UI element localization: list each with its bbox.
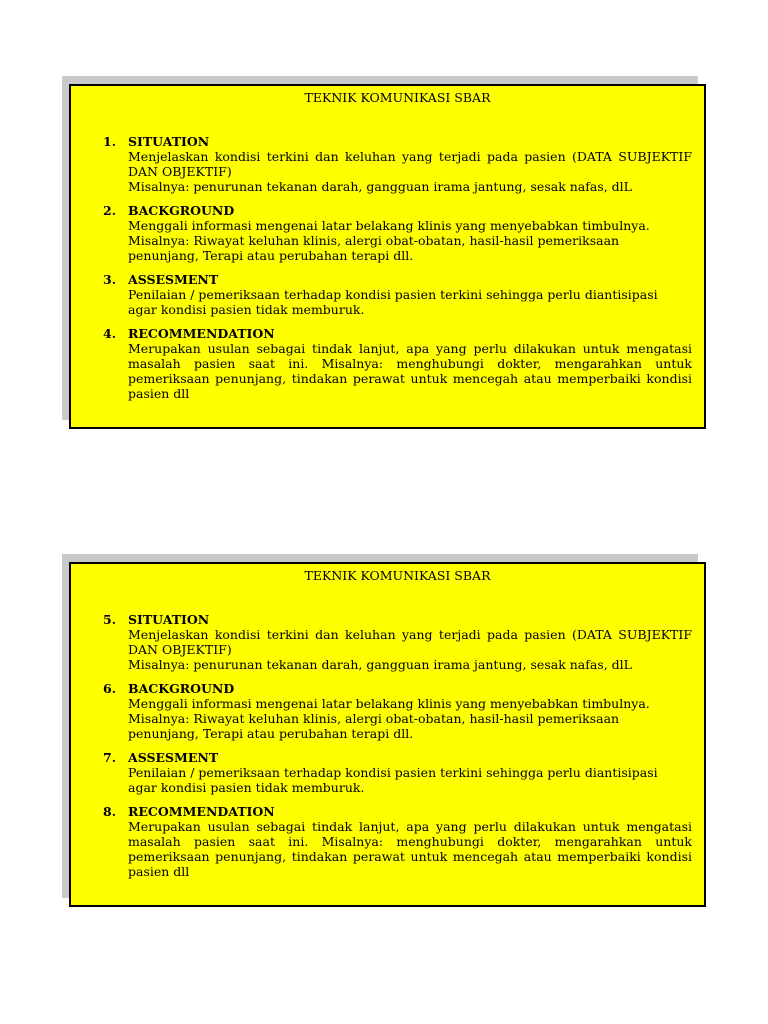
item-number: 3. [103,272,117,287]
item-text: Menjelaskan kondisi terkini dan keluhan yang terjadi pada pasien (DATA SUBJEKTIF DAN OBJEKTIF) [128,149,692,179]
item-heading: ASSESMENT [128,272,219,287]
item-text: Misalnya: Riwayat keluhan klinis, alergi obat-obatan, hasil-hasil pemeriksaan penunjang, Terapi atau perubahan terapi dll. [128,711,620,741]
item-text: Misalnya: penurunan tekanan darah, gangguan irama jantung, sesak nafas, dlL [128,657,632,672]
sbar-item-recommendation [103,326,692,401]
sbar-item-assesment [103,750,692,795]
item-number: 6. [103,681,117,696]
card-title: TEKNIK KOMUNIKASI SBAR [304,568,491,583]
item-heading: RECOMMENDATION [128,326,275,341]
item-heading: BACKGROUND [128,203,235,218]
item-text: Penilaian / pemeriksaan terhadap kondisi pasien terkini sehingga perlu diantisipasi agar kondisi pasien tidak memburuk. [128,287,658,317]
item-heading: BACKGROUND [128,681,235,696]
card-title: TEKNIK KOMUNIKASI SBAR [304,90,491,105]
item-number: 7. [103,750,117,765]
item-number: 4. [103,326,117,341]
item-text: Merupakan usulan sebagai tindak lanjut, apa yang perlu dilakukan untuk mengatasi masalah pasien saat ini. Misalnya: menghubungi dokter, mengarahkan untuk pemeriksaan penunjang, tindakan perawat untuk mencegah atau memperbaiki kondisi pasien dll [128,341,692,401]
sbar-card [69,562,706,907]
sbar-item-situation [103,612,692,672]
item-text: Misalnya: Riwayat keluhan klinis, alergi obat-obatan, hasil-hasil pemeriksaan penunjang, Terapi atau perubahan terapi dll. [128,233,620,263]
sbar-item-background [103,203,692,263]
item-number: 5. [103,612,117,627]
sbar-item-background [103,681,692,741]
item-text: Menggali informasi mengenai latar belakang klinis yang menyebabkan timbulnya. [128,696,650,711]
item-text: Merupakan usulan sebagai tindak lanjut, apa yang perlu dilakukan untuk mengatasi masalah pasien saat ini. Misalnya: menghubungi dokter, mengarahkan untuk pemeriksaan penunjang, tindakan perawat untuk mencegah atau memperbaiki kondisi pasien dll [128,819,692,879]
sbar-item-recommendation [103,804,692,879]
item-number: 2. [103,203,117,218]
item-text: Penilaian / pemeriksaan terhadap kondisi pasien terkini sehingga perlu diantisipasi agar kondisi pasien tidak memburuk. [128,765,658,795]
sbar-card [69,84,706,429]
item-heading: SITUATION [128,134,210,149]
item-number: 1. [103,134,117,149]
item-text: Menjelaskan kondisi terkini dan keluhan yang terjadi pada pasien (DATA SUBJEKTIF DAN OBJEKTIF) [128,627,692,657]
item-heading: ASSESMENT [128,750,219,765]
item-heading: SITUATION [128,612,210,627]
item-text: Misalnya: penurunan tekanan darah, gangguan irama jantung, sesak nafas, dlL [128,179,632,194]
sbar-item-assesment [103,272,692,317]
item-text: Menggali informasi mengenai latar belakang klinis yang menyebabkan timbulnya. [128,218,650,233]
item-number: 8. [103,804,117,819]
sbar-item-situation [103,134,692,194]
item-heading: RECOMMENDATION [128,804,275,819]
